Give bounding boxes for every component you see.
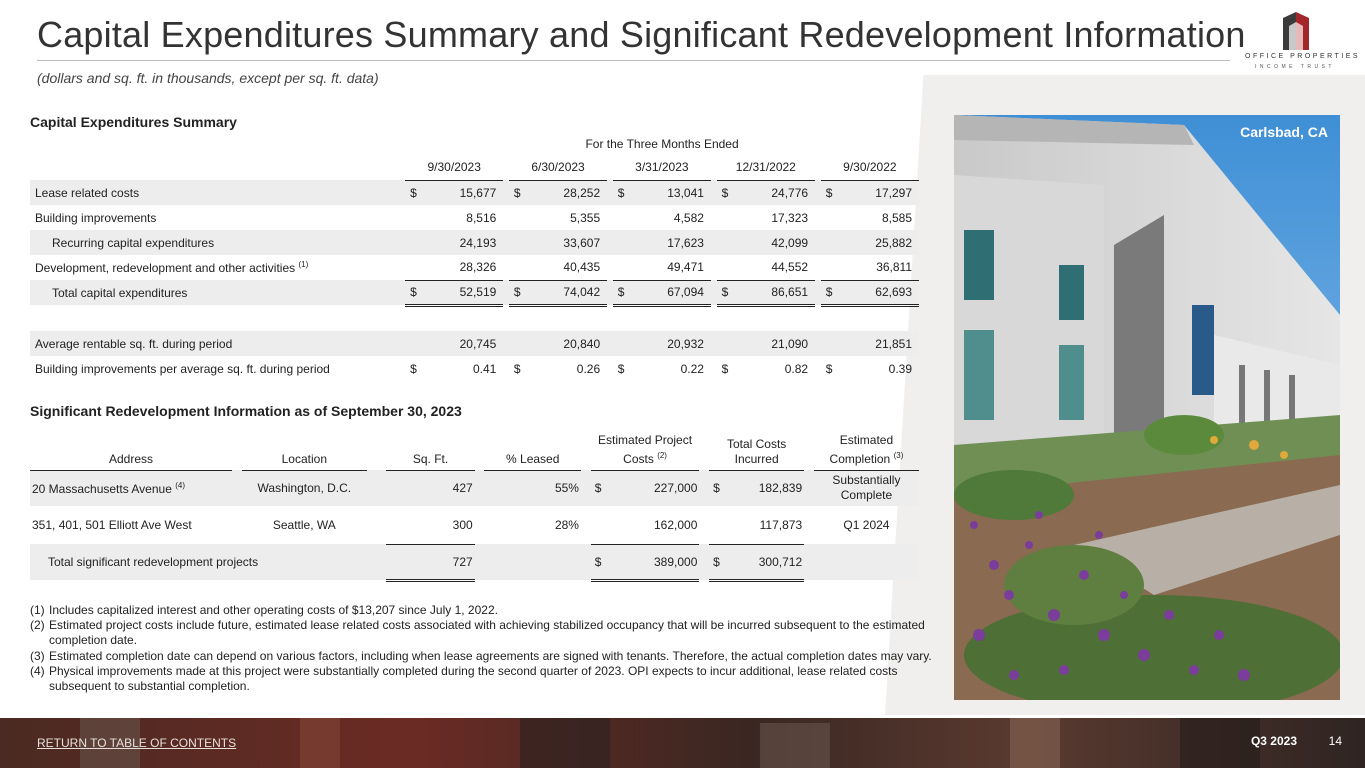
cell-value: 0.26 — [576, 361, 601, 376]
col-header-incurred: Total Costs Incurred — [709, 430, 804, 470]
row-label: Average rentable sq. ft. during period — [30, 331, 405, 356]
currency-symbol: $ — [513, 361, 521, 376]
row-label: Total significant redevelopment projects — [30, 544, 367, 580]
col-header-location: Location — [242, 430, 367, 470]
currency-symbol: $ — [721, 285, 729, 299]
footnote-ref: (4) — [175, 480, 185, 490]
cell-value: 25,882 — [875, 235, 912, 250]
capex-section-title: Capital Expenditures Summary — [30, 114, 237, 130]
col-header-completion-text: Estimated Completion — [829, 432, 894, 466]
cell-value: 182,839 — [758, 481, 803, 496]
col-header-completion — [814, 430, 919, 470]
cell-value: 21,090 — [771, 336, 809, 351]
cell-value: 4,582 — [673, 210, 704, 225]
cell-sqft: 727 — [386, 544, 474, 580]
footnote-number: (4) — [30, 663, 45, 678]
cell-value: 300,712 — [758, 554, 803, 569]
cell-value: 21,851 — [875, 336, 912, 351]
currency-symbol: $ — [617, 361, 625, 376]
col-header-est-cost — [591, 430, 700, 470]
cell-value: 42,099 — [771, 235, 809, 250]
cell-leased: 55% — [484, 470, 581, 506]
currency-symbol: $ — [825, 285, 833, 299]
currency-symbol: $ — [713, 481, 720, 496]
cell-sqft: 300 — [452, 517, 473, 532]
cell-leased: 28% — [554, 518, 579, 532]
cell-address: 351, 401, 501 Elliott Ave West — [32, 518, 192, 532]
table-row — [30, 470, 919, 506]
cell-value: 52,519 — [459, 285, 497, 299]
cell-value: 13,041 — [667, 185, 704, 200]
table-row — [30, 180, 919, 205]
cell-value: 227,000 — [654, 481, 698, 496]
footnote-text: Estimated completion date can depend on various factors, including when lease agreements are signed with tenants. Therefore, the actual completion dates may vary. — [49, 648, 932, 663]
property-photo — [954, 115, 1340, 700]
currency-symbol: $ — [617, 185, 625, 200]
cell-value: 24,193 — [459, 235, 497, 250]
cell-completion: Substantially Complete — [814, 470, 919, 506]
table-row-total — [30, 544, 919, 580]
footnote-text: Physical improvements made at this project were substantially completed during the second quarter of 2023. OPI expects to incur additional, lease related costs subsequent to substantial completion. — [49, 663, 898, 694]
cell-value: 117,873 — [759, 517, 803, 532]
cell-incurred — [709, 470, 804, 506]
cell-value: 62,693 — [875, 285, 912, 299]
footnotes — [30, 603, 935, 694]
row-label: Lease related costs — [30, 180, 405, 205]
cell-value: 15,677 — [459, 185, 497, 200]
cell-location: Seattle, WA — [272, 518, 336, 532]
building-photo-image — [954, 115, 1340, 700]
cell-value: 86,651 — [771, 285, 809, 299]
cell-value: 17,323 — [771, 210, 809, 225]
cell-value: 20,932 — [667, 336, 704, 351]
currency-symbol: $ — [594, 554, 602, 569]
redevelopment-table — [30, 430, 919, 582]
table-row — [30, 205, 919, 230]
cell-value: 0.39 — [888, 361, 912, 376]
col-header-address: Address — [30, 430, 232, 470]
cell-sqft: 427 — [386, 470, 474, 506]
cell-value: 8,516 — [466, 210, 497, 225]
currency-symbol: $ — [410, 361, 417, 376]
currency-symbol: $ — [825, 361, 833, 376]
period-header: For the Three Months Ended — [585, 137, 739, 151]
table-row — [30, 230, 919, 255]
footnote — [30, 603, 935, 618]
col-header-leased: % Leased — [484, 430, 581, 470]
cell-value: 36,811 — [876, 260, 912, 275]
cell-value: 20,840 — [563, 336, 601, 351]
currency-symbol: $ — [721, 361, 729, 376]
row-label — [30, 255, 405, 280]
page-subtitle: (dollars and sq. ft. in thousands, except per sq. ft. data) — [37, 70, 379, 86]
company-logo — [1245, 12, 1361, 74]
footnote-number: (3) — [30, 648, 45, 663]
cell-value: 40,435 — [563, 260, 601, 275]
currency-symbol: $ — [713, 554, 720, 569]
currency-symbol: $ — [410, 285, 417, 299]
table-row — [30, 356, 919, 381]
currency-symbol: $ — [721, 185, 729, 200]
cell-value: 49,471 — [667, 260, 704, 275]
col-header-sqft: Sq. Ft. — [386, 430, 474, 470]
col-header: 9/30/2023 — [405, 154, 503, 180]
currency-symbol: $ — [617, 285, 625, 299]
cell-value: 17,623 — [667, 235, 704, 250]
address-text: 20 Massachusetts Avenue — [32, 481, 172, 496]
cell-value: 74,042 — [563, 285, 601, 299]
cell-incurred — [709, 544, 804, 580]
cell-value: 67,094 — [667, 285, 704, 299]
cell-value: 0.41 — [472, 361, 497, 376]
cell-value: 28,326 — [459, 260, 497, 275]
capex-table — [30, 134, 919, 381]
page-title: Capital Expenditures Summary and Significant Redevelopment Information — [37, 14, 1246, 55]
page-number: 14 — [1328, 734, 1342, 748]
quarter-label: Q3 2023 — [1250, 734, 1297, 748]
cell-est-cost — [591, 544, 700, 580]
currency-symbol: $ — [825, 185, 833, 200]
currency-symbol: $ — [513, 185, 521, 200]
footnote-ref: (2) — [657, 450, 667, 460]
col-header: 3/31/2023 — [613, 154, 711, 180]
logo-line-2: INCOME TRUST — [1255, 64, 1335, 70]
col-header-est-cost-text: Estimated Project Costs — [598, 432, 693, 466]
title-divider — [37, 60, 1230, 61]
logo-mark-icon — [1283, 12, 1309, 50]
currency-symbol: $ — [594, 481, 602, 496]
footnote-text: Includes capitalized interest and other operating costs of $13,207 since July 1, 2022. — [49, 603, 498, 617]
currency-symbol: $ — [410, 185, 417, 200]
row-label-text: Development, redevelopment and other activities — [35, 261, 296, 275]
footnote-ref: (3) — [893, 450, 904, 460]
table-row — [30, 331, 919, 356]
cell-value: 389,000 — [654, 554, 698, 569]
row-label: Building improvements — [35, 210, 157, 225]
cell-est-cost — [591, 506, 700, 544]
redevelopment-section-title: Significant Redevelopment Information as of September 30, 2023 — [30, 403, 462, 419]
cell-value: 0.22 — [680, 361, 704, 376]
cell-value: 17,297 — [875, 185, 912, 200]
table-row — [30, 506, 919, 544]
cell-value: 8,585 — [881, 210, 912, 225]
row-label: Building improvements per average sq. ft. during period — [35, 361, 330, 376]
table-row-total — [30, 280, 919, 305]
footer-bar — [0, 718, 1365, 768]
footnote-text: Estimated project costs include future, estimated lease related costs associated with achieving stabilized occupancy that will be incurred subsequent to the estimated completion date. — [49, 618, 925, 648]
footnote-ref: (1) — [298, 260, 309, 269]
cell-value: 24,776 — [771, 185, 809, 200]
row-label: Recurring capital expenditures — [30, 230, 405, 255]
table-row — [30, 255, 919, 280]
cell-est-cost — [591, 470, 700, 506]
col-header: 9/30/2022 — [821, 154, 919, 180]
cell-value: 44,552 — [771, 260, 809, 275]
currency-symbol: $ — [513, 285, 521, 299]
cell-value: 33,607 — [563, 235, 601, 250]
cell-completion: Q1 2024 — [843, 518, 890, 532]
cell-value: 20,745 — [459, 336, 497, 351]
row-label: Total capital expenditures — [30, 280, 405, 305]
footnote-number: (1) — [30, 603, 45, 617]
cell-incurred — [709, 506, 804, 544]
table-of-contents-link[interactable]: RETURN TO TABLE OF CONTENTS — [37, 736, 237, 750]
footnote — [30, 649, 935, 664]
logo-line-1: OFFICE PROPERTIES — [1245, 53, 1361, 60]
cell-value: 5,355 — [570, 210, 601, 225]
cell-value: 162,000 — [654, 517, 698, 532]
cell-value: 0.82 — [784, 361, 809, 376]
col-header: 6/30/2023 — [509, 154, 607, 180]
cell-value: 28,252 — [563, 185, 601, 200]
cell-location: Washington, D.C. — [242, 470, 367, 506]
footnote-number: (2) — [30, 618, 45, 633]
photo-caption: Carlsbad, CA — [1240, 124, 1328, 140]
col-header: 12/31/2022 — [717, 154, 816, 180]
cell-address — [30, 470, 232, 506]
footnote — [30, 618, 935, 648]
footnote — [30, 664, 935, 694]
